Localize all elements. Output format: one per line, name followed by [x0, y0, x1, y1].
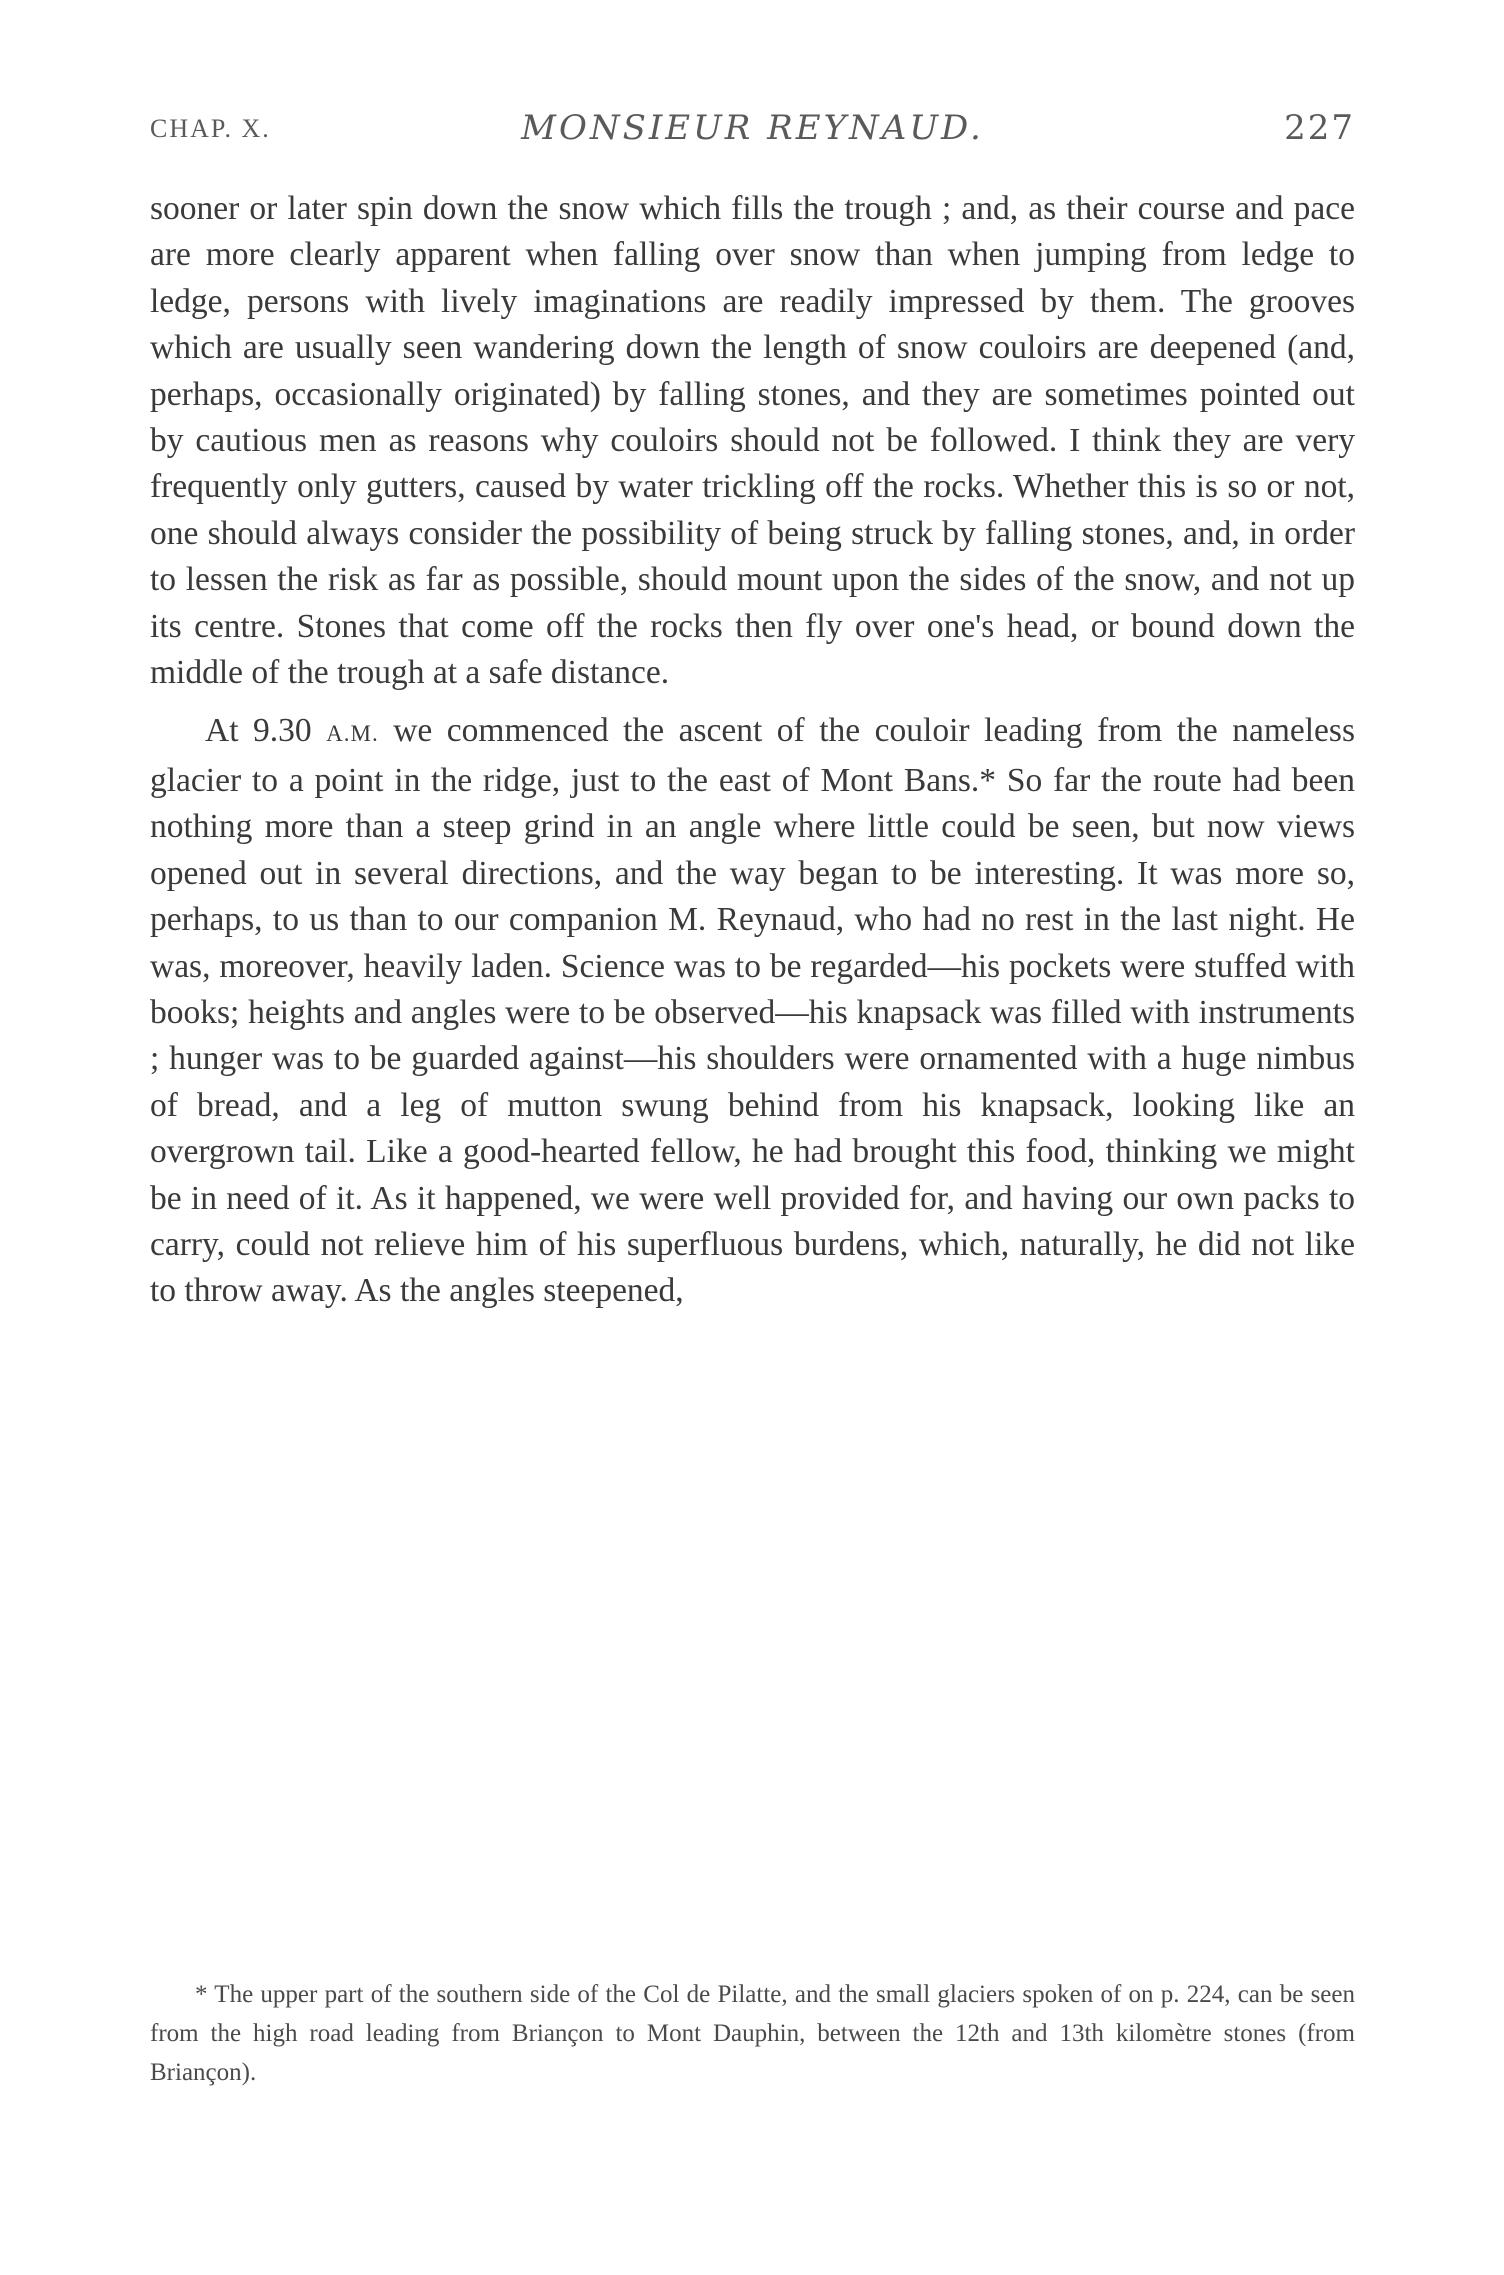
page-number: 227: [1284, 108, 1355, 148]
paragraph-2: [150, 708, 1355, 1314]
footnote: * The upper part of the southern side of the Col de Pilatte, and the small glaciers spoken of on p. 224, can be seen from the high road leading from Briançon to Mont Dauphin, between the 12th and 13th kilomètre stones (from Briançon).: [150, 1981, 1355, 2086]
time-am: A.M.: [326, 721, 379, 747]
page-title: MONSIEUR REYNAUD.: [521, 108, 984, 148]
paragraph-2-text: we commenced the ascent of the couloir leading from the nameless glacier to a point in the ridge, just to the east of Mont Bans.* So far the route had been nothing more than a steep grind in an angle where little could be seen, but now views opened out in several directions, and the way began to be interesting. It was more so, perhaps, to us than to our companion M. Reynaud, who had no rest in the last night. He was, moreover, heavily laden. Science was to be regarded—his pockets were stuffed with books; heights and angles were to be observed—his knapsack was filled with instruments ; hunger was to be guarded against—his shoulders were ornamented with a huge nimbus of bread, and a leg of mutton swung behind from his knapsack, looking like an overgrown tail. Like a good-hearted fellow, he had brought this food, thinking we might be in need of it. As it happened, we were well provided for, and having our own packs to carry, could not relieve him of his superfluous burdens, which, naturally, he did not like to throw away. As the angles steepened,: [150, 712, 1356, 1310]
paragraph-2-lead: At 9.30: [205, 712, 327, 750]
chapter-label: CHAP. X.: [150, 114, 271, 143]
running-head: [150, 108, 1355, 156]
main-text: [150, 186, 1355, 1315]
paragraph-1: sooner or later spin down the snow which fills the trough ; and, as their course and pace are more clearly apparent when falling over snow than when jumping from ledge to ledge, persons with lively imaginations are readily impressed by them. The grooves which are usually seen wandering down the length of snow couloirs are deepened (and, perhaps, occasionally originated) by falling stones, and they are sometimes pointed out by cautious men as reasons why couloirs should not be followed. I think they are very frequently only gutters, caused by water trickling off the rocks. Whether this is so or not, one should always consider the possibility of being struck by falling stones, and, in order to lessen the risk as far as possible, should mount upon the sides of the snow, and not up its centre. Stones that come off the rocks then fly over one's head, or bound down the middle of the trough at a safe distance.: [150, 190, 1355, 692]
